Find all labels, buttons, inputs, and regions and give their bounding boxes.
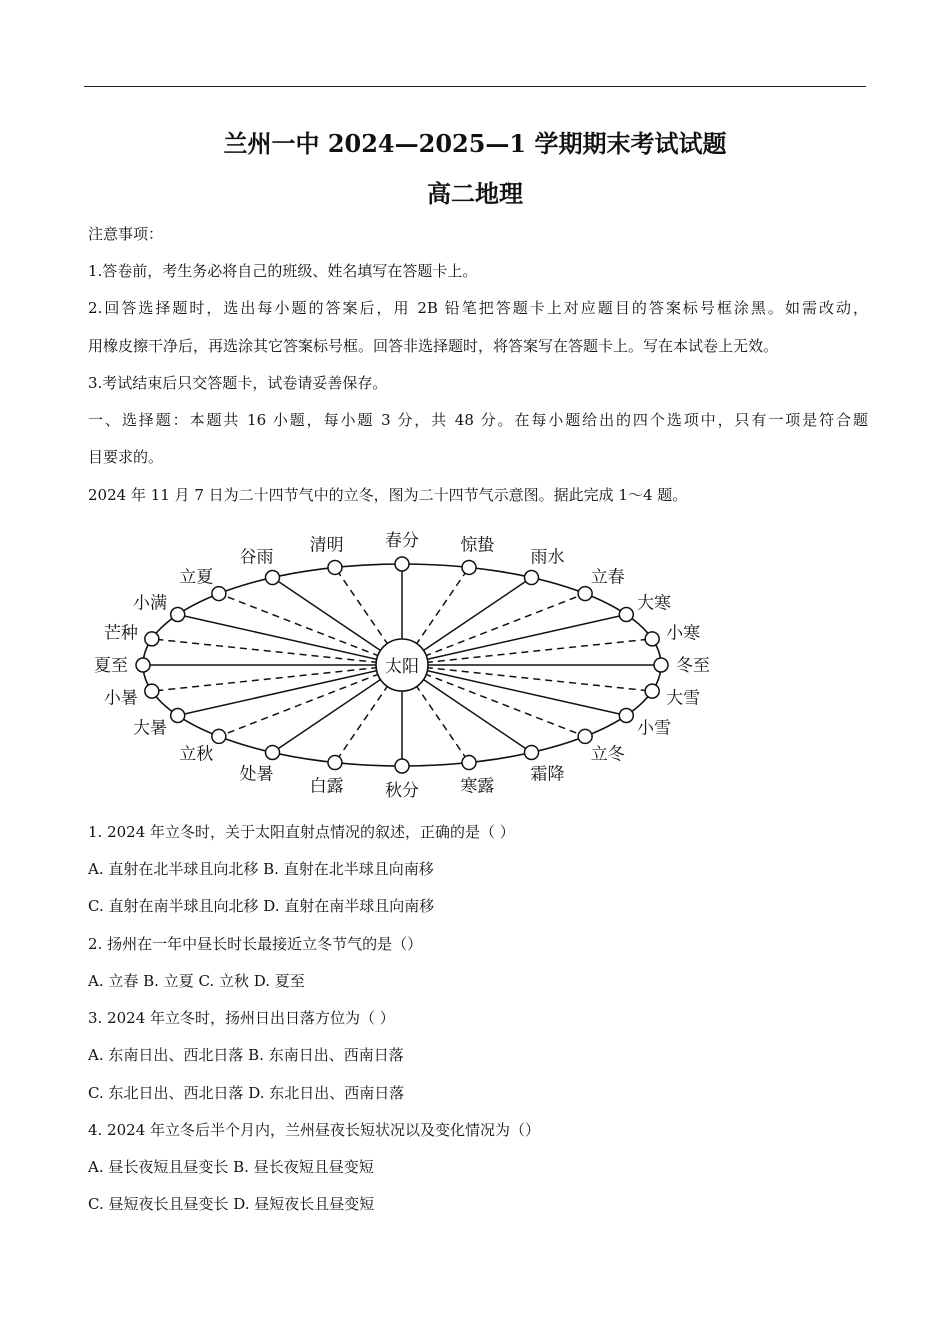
header-rule <box>84 86 866 87</box>
term-label: 白露 <box>309 776 344 797</box>
term-label: 芒种 <box>103 623 138 644</box>
term-label: 立夏 <box>179 567 214 588</box>
spoke-line <box>152 639 402 665</box>
spoke-line <box>402 665 626 716</box>
question-context: 2024 年 11 月 7 日为二十四节气中的立冬，图为二十四节气示意图。据此完成 1～4 题。 <box>88 486 688 504</box>
term-label: 大暑 <box>132 718 167 739</box>
exam-title: 兰州一中 2024—2025—1 学期期末考试试题 <box>223 129 727 158</box>
question-3-options-c-d: C. 东北日出、西北日落 D. 东北日出、西南日落 <box>88 1084 405 1102</box>
spoke-line <box>178 615 402 666</box>
term-label: 小寒 <box>666 623 701 644</box>
term-point <box>462 756 476 770</box>
spoke-line <box>402 615 626 666</box>
term-label: 立冬 <box>590 744 625 765</box>
term-label: 惊蛰 <box>460 535 495 556</box>
question-3-stem: 3. 2024 年立冬时，扬州日出日落方位为（ ） <box>88 1009 395 1027</box>
term-point <box>145 632 159 646</box>
term-label: 处暑 <box>239 764 274 785</box>
term-label: 夏至 <box>94 656 128 676</box>
question-1-stem: 1. 2024 年立冬时，关于太阳直射点情况的叙述，正确的是（ ） <box>88 823 515 841</box>
term-label: 谷雨 <box>239 547 274 568</box>
term-point <box>525 745 539 759</box>
spoke-line <box>402 665 652 691</box>
note-item: 3.考试结束后只交答题卡，试卷请妥善保存。 <box>88 374 388 392</box>
spoke-line <box>402 639 652 665</box>
term-point <box>578 587 592 601</box>
question-2-options: A. 立春 B. 立夏 C. 立秋 D. 夏至 <box>88 972 305 990</box>
term-point <box>619 608 633 622</box>
term-point <box>395 759 409 773</box>
term-label: 春分 <box>385 531 419 551</box>
term-point <box>145 684 159 698</box>
term-label: 清明 <box>309 535 344 556</box>
term-label: 冬至 <box>676 656 710 676</box>
term-point <box>645 684 659 698</box>
term-point <box>171 608 185 622</box>
term-point <box>171 709 185 723</box>
term-point <box>328 756 342 770</box>
note-item: 2.回答选择题时，选出每小题的答案后，用 2B 铅笔把答题卡上对应题目的答案标号框涂黑。如需改动， <box>88 299 868 317</box>
exam-subtitle: 高二地理 <box>427 179 523 208</box>
term-label: 小雪 <box>637 718 672 739</box>
note-item: 1.答卷前，考生务必将自己的班级、姓名填写在答题卡上。 <box>88 262 478 280</box>
term-point <box>212 587 226 601</box>
section-intro-cont: 目要求的。 <box>88 448 164 466</box>
question-2-stem: 2. 扬州在一年中昼长时长最接近立冬节气的是（） <box>88 935 423 953</box>
term-point <box>462 560 476 574</box>
term-point <box>328 560 342 574</box>
spoke-line <box>178 665 402 716</box>
term-point <box>266 571 280 585</box>
question-1-options-c-d: C. 直射在南半球且向北移 D. 直射在南半球且向南移 <box>88 897 435 915</box>
term-label: 小满 <box>132 593 167 614</box>
sun-label: 太阳 <box>385 657 419 677</box>
question-4-options-c-d: C. 昼短夜长且昼变长 D. 昼短夜长且昼变短 <box>88 1195 375 1213</box>
term-label: 大雪 <box>666 688 701 709</box>
term-label: 立春 <box>590 567 625 588</box>
question-1-options-a-b: A. 直射在北半球且向北移 B. 直射在北半球且向南移 <box>88 860 434 878</box>
term-label: 秋分 <box>385 781 419 801</box>
term-point <box>212 729 226 743</box>
term-point <box>578 729 592 743</box>
question-3-options-a-b: A. 东南日出、西北日落 B. 东南日出、西南日落 <box>88 1046 404 1064</box>
section-intro: 一、选择题：本题共 16 小题，每小题 3 分，共 48 分。在每小题给出的四个选项中，只有一项是符合题 <box>88 411 868 429</box>
term-label: 雨水 <box>530 547 565 568</box>
term-point <box>525 571 539 585</box>
term-label: 寒露 <box>460 776 495 797</box>
question-4-stem: 4. 2024 年立冬后半个月内，兰州昼夜长短状况以及变化情况为（） <box>88 1121 541 1139</box>
term-point <box>654 658 668 672</box>
term-point <box>619 709 633 723</box>
term-point <box>266 745 280 759</box>
term-label: 大寒 <box>637 593 672 614</box>
term-label: 立秋 <box>179 744 214 765</box>
note-item: 用橡皮擦干净后，再选涂其它答案标号框。回答非选择题时，将答案写在答题卡上。写在本试卷上无效。 <box>88 337 779 355</box>
term-label: 霜降 <box>530 764 565 785</box>
term-point <box>645 632 659 646</box>
spoke-line <box>152 665 402 691</box>
solar-terms-diagram <box>86 522 750 804</box>
term-label: 小暑 <box>103 688 138 709</box>
question-4-options-a-b: A. 昼长夜短且昼变长 B. 昼长夜短且昼变短 <box>88 1158 374 1176</box>
term-point <box>395 557 409 571</box>
notes-heading: 注意事项： <box>88 225 164 243</box>
term-point <box>136 658 150 672</box>
